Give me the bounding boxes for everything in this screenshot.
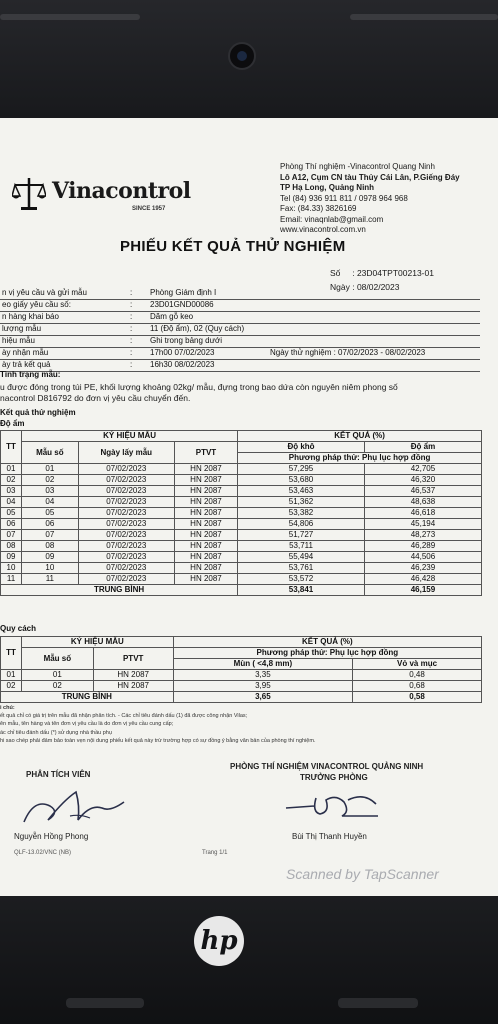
cell-mau: 01 <box>22 670 94 681</box>
cell-mau: 07 <box>22 530 79 541</box>
cell-kho: 53,463 <box>238 486 365 497</box>
notes <box>0 704 315 745</box>
laptop-foot <box>338 998 418 1008</box>
scanned-document <box>0 118 498 896</box>
cell-mun: 3,95 <box>173 681 352 692</box>
info-row: n hàng khai báo : Dăm gỗ keo <box>0 312 480 324</box>
info-value: Dăm gỗ keo <box>150 312 194 321</box>
table-row <box>1 574 482 585</box>
brand-since: SINCE 1957 <box>132 206 166 212</box>
table-row <box>1 541 482 552</box>
col-ptvt: PTVT <box>93 648 173 670</box>
cell-tt: 04 <box>1 497 22 508</box>
address-line: Phòng Thí nghiệm -Vinacontrol Quang Ninh <box>280 162 435 171</box>
cell-tt: 05 <box>1 508 22 519</box>
analyst-name: Nguyễn Hồng Phong <box>14 832 89 841</box>
webcam-icon <box>228 42 256 70</box>
cell-ptvt: HN 2087 <box>174 486 237 497</box>
note-line: ết quả chỉ có giá trị trên mẫu đã nhận phân tích. - Các chỉ tiêu đánh dấu (1) đã được công nhận Vilas; <box>0 713 248 720</box>
info-row: eo giấy yêu cầu số: : 23D01GND00086 <box>0 300 480 312</box>
cell-mau: 02 <box>22 475 79 486</box>
cell-ptvt: HN 2087 <box>174 508 237 519</box>
cell-mau: 03 <box>22 486 79 497</box>
analyst-signature <box>20 786 130 830</box>
info-label: n vị yêu cầu và gửi mẫu <box>2 288 87 297</box>
scanner-watermark: Scanned by TapScanner <box>286 866 439 882</box>
col-mauso: Mẫu số <box>22 648 94 670</box>
table-row <box>1 681 482 692</box>
cell-kho: 57,295 <box>238 464 365 475</box>
info-label: ày trả kết quả <box>2 360 51 369</box>
info-row: ày nhận mẫu : 17h00 07/02/2023 Ngày thử nghiệm : 07/02/2023 - 08/02/2023 <box>0 348 480 360</box>
cell-kho: 53,761 <box>238 563 365 574</box>
cell-ngay: 07/02/2023 <box>78 497 174 508</box>
cell-am: 46,537 <box>364 486 481 497</box>
cell-ptvt: HN 2087 <box>93 670 173 681</box>
cell-tt: 01 <box>1 670 22 681</box>
cell-mau: 08 <box>22 541 79 552</box>
note-line: ác chỉ tiêu đánh dấu (*) sử dụng nhà thầu phụ <box>0 729 112 736</box>
bezel-edge <box>0 14 140 20</box>
info-value: Ghi trong bảng dưới <box>150 336 222 345</box>
table-row <box>1 475 482 486</box>
avg-doam: 46,159 <box>364 585 481 596</box>
cell-ptvt: HN 2087 <box>93 681 173 692</box>
cell-kho: 51,362 <box>238 497 365 508</box>
cell-tt: 02 <box>1 475 22 486</box>
avg-label: TRUNG BÌNH <box>1 692 174 703</box>
note-line: hi sao chép phải đảm bảo toàn vẹn nội dung phiếu kết quả này trừ trường hợp có sự đồng ý bằng văn bản của phòng thí nghiệm. <box>0 737 316 744</box>
laptop-foot <box>66 998 144 1008</box>
address-line: Lô A12, Cụm CN tàu Thủy Cái Lân, P.Giếng Đáy <box>280 172 460 182</box>
info-value: Phòng Giám định I <box>150 288 217 297</box>
ngay-label: Ngày <box>330 282 350 292</box>
cell-tt: 06 <box>1 519 22 530</box>
address-line: Tel (84) 936 911 811 / 0978 964 968 <box>280 193 408 203</box>
col-kyhieu: KÝ HIỆU MẪU <box>22 637 174 648</box>
info-row: n vị yêu cầu và gửi mẫu : Phòng Giám định I <box>0 288 480 300</box>
cell-tt: 01 <box>1 464 22 475</box>
info-label: lượng mẫu <box>2 324 42 333</box>
cell-ngay: 07/02/2023 <box>78 486 174 497</box>
cell-kho: 53,680 <box>238 475 365 486</box>
bezel-edge <box>350 14 498 20</box>
avg-mun: 3,65 <box>173 692 352 703</box>
info-value: 16h30 08/02/2023 <box>150 360 215 369</box>
so-value: : 23D04TPT00213-01 <box>352 268 434 278</box>
cell-ptvt: HN 2087 <box>174 574 237 585</box>
table-row <box>1 486 482 497</box>
cell-ngay: 07/02/2023 <box>78 519 174 530</box>
cell-ngay: 07/02/2023 <box>78 541 174 552</box>
cell-kho: 53,572 <box>238 574 365 585</box>
cell-ptvt: HN 2087 <box>174 497 237 508</box>
note-line: i chú: <box>0 705 15 711</box>
cell-am: 48,273 <box>364 530 481 541</box>
table-row <box>1 464 482 475</box>
lab-title: PHÒNG THÍ NGHIỆM VINACONTROL QUẢNG NINH <box>230 762 424 771</box>
table-row <box>1 519 482 530</box>
cell-kho: 55,494 <box>238 552 365 563</box>
cell-ngay: 07/02/2023 <box>78 563 174 574</box>
info-label: n hàng khai báo <box>2 312 59 321</box>
spec-section: Quy cách <box>0 624 37 633</box>
avg-label: TRUNG BÌNH <box>1 585 238 596</box>
cell-ngay: 07/02/2023 <box>78 475 174 486</box>
cell-ptvt: HN 2087 <box>174 541 237 552</box>
document-title: PHIẾU KẾT QUẢ THỬ NGHIỆM <box>120 238 346 255</box>
cell-mau: 04 <box>22 497 79 508</box>
info-label: ày nhận mẫu <box>2 348 49 357</box>
table-row <box>1 670 482 681</box>
hp-logo: hp <box>194 916 244 966</box>
table-row <box>1 497 482 508</box>
cell-mau: 10 <box>22 563 79 574</box>
cell-mau: 06 <box>22 519 79 530</box>
cell-ptvt: HN 2087 <box>174 563 237 574</box>
col-tt: TT <box>1 637 22 670</box>
cell-tt: 03 <box>1 486 22 497</box>
info-row: ày trả kết quả : 16h30 08/02/2023 <box>0 360 480 372</box>
head-title: TRƯỞNG PHÒNG <box>300 773 368 782</box>
table-row <box>1 552 482 563</box>
cell-am: 44,506 <box>364 552 481 563</box>
cell-tt: 11 <box>1 574 22 585</box>
cell-kho: 53,382 <box>238 508 365 519</box>
cell-kho: 51,727 <box>238 530 365 541</box>
cell-mun: 3,35 <box>173 670 352 681</box>
col-doam: Độ ẩm <box>364 442 481 453</box>
col-ngay: Ngày lấy mẫu <box>78 442 174 464</box>
cell-am: 46,428 <box>364 574 481 585</box>
cell-ptvt: HN 2087 <box>174 475 237 486</box>
col-method: Phương pháp thử: Phụ lục hợp đồng <box>173 648 481 659</box>
moisture-section: Độ ẩm <box>0 419 25 428</box>
cell-mau: 05 <box>22 508 79 519</box>
cell-vo: 0,68 <box>353 681 482 692</box>
so-label: Số <box>330 268 341 278</box>
cell-ptvt: HN 2087 <box>174 552 237 563</box>
ngay-value: : 08/02/2023 <box>352 282 400 292</box>
address-line: Fax: (84.33) 3826169 <box>280 204 357 213</box>
col-ketqua: KẾT QUẢ (%) <box>173 637 481 648</box>
avg-vo: 0,58 <box>353 692 482 703</box>
cell-ptvt: HN 2087 <box>174 530 237 541</box>
form-code: QLF-13.02/VNC (NB) <box>14 850 72 856</box>
note-line: ên mẫu, tên hàng và tên đơn vị yêu cầu là do đơn vị yêu cầu cung cấp; <box>0 721 174 728</box>
info-row: lượng mẫu : 11 (Độ ẩm), 02 (Quy cách) <box>0 324 480 336</box>
vinacontrol-logo <box>12 176 212 224</box>
cell-am: 46,289 <box>364 541 481 552</box>
col-ketqua: KẾT QUẢ (%) <box>238 431 482 442</box>
col-method: Phương pháp thử: Phụ lục hợp đồng <box>238 453 482 464</box>
cell-am: 48,638 <box>364 497 481 508</box>
lab-address <box>280 162 460 236</box>
cell-ngay: 07/02/2023 <box>78 530 174 541</box>
page-number: Trang 1/1 <box>202 850 228 856</box>
head-name: Bùi Thị Thanh Huyền <box>292 832 367 841</box>
cell-am: 46,320 <box>364 475 481 486</box>
cell-tt: 02 <box>1 681 22 692</box>
col-vo: Vỏ và mục <box>353 659 482 670</box>
cell-mau: 02 <box>22 681 94 692</box>
avg-dokho: 53,841 <box>238 585 365 596</box>
info-value: 11 (Độ ẩm), 02 (Quy cách) <box>150 324 245 333</box>
cell-mau: 11 <box>22 574 79 585</box>
info-label: eo giấy yêu cầu số: <box>2 300 71 309</box>
results-heading: Kết quả thử nghiệm <box>0 408 76 417</box>
col-kyhieu: KÝ HIỆU MẪU <box>22 431 238 442</box>
col-mauso: Mẫu số <box>22 442 79 464</box>
col-ptvt: PTVT <box>174 442 237 464</box>
cell-am: 46,618 <box>364 508 481 519</box>
cell-tt: 08 <box>1 541 22 552</box>
cell-tt: 10 <box>1 563 22 574</box>
spec-table <box>0 636 482 703</box>
info-row: hiệu mẫu : Ghi trong bảng dưới <box>0 336 480 348</box>
cell-vo: 0,48 <box>353 670 482 681</box>
info-value: 23D01GND00086 <box>150 300 214 309</box>
table-row <box>1 530 482 541</box>
cell-ngay: 07/02/2023 <box>78 508 174 519</box>
cell-mau: 01 <box>22 464 79 475</box>
moisture-table <box>0 430 482 596</box>
col-dokho: Độ khô <box>238 442 365 453</box>
cell-tt: 09 <box>1 552 22 563</box>
cell-kho: 53,711 <box>238 541 365 552</box>
scales-icon <box>12 176 46 212</box>
analyst-title: PHÂN TÍCH VIÊN <box>26 770 91 779</box>
test-date: Ngày thử nghiệm : 07/02/2023 - 08/02/2023 <box>270 348 426 357</box>
condition-text: u được đóng trong túi PE, khối lượng khoảng 02kg/ mẫu, đựng trong bao dứa còn nguyên niêm phong số <box>0 382 398 392</box>
address-line: Email: vinaqnlab@gmail.com <box>280 214 384 224</box>
request-info <box>0 288 480 372</box>
address-line: TP Hạ Long, Quảng Ninh <box>280 183 375 192</box>
cell-kho: 54,806 <box>238 519 365 530</box>
cell-tt: 07 <box>1 530 22 541</box>
cell-am: 46,239 <box>364 563 481 574</box>
cell-ngay: 07/02/2023 <box>78 464 174 475</box>
cell-mau: 09 <box>22 552 79 563</box>
address-line: www.vinacontrol.com.vn <box>280 225 366 234</box>
col-tt: TT <box>1 431 22 464</box>
condition-heading: Tình trạng mẫu: <box>0 370 61 379</box>
head-signature <box>284 792 394 822</box>
cell-ptvt: HN 2087 <box>174 464 237 475</box>
info-value: 17h00 07/02/2023 <box>150 348 215 357</box>
cell-ptvt: HN 2087 <box>174 519 237 530</box>
cell-am: 45,194 <box>364 519 481 530</box>
cell-am: 42,705 <box>364 464 481 475</box>
table-row <box>1 508 482 519</box>
cell-ngay: 07/02/2023 <box>78 552 174 563</box>
table-row <box>1 563 482 574</box>
brand-name: Vinacontrol <box>52 178 191 204</box>
info-label: hiệu mẫu <box>2 336 35 345</box>
condition-text: nacontrol D816792 do đơn vị yêu cầu chuyển đến. <box>0 393 191 403</box>
cell-ngay: 07/02/2023 <box>78 574 174 585</box>
col-mun: Mùn ( <4,8 mm) <box>173 659 352 670</box>
